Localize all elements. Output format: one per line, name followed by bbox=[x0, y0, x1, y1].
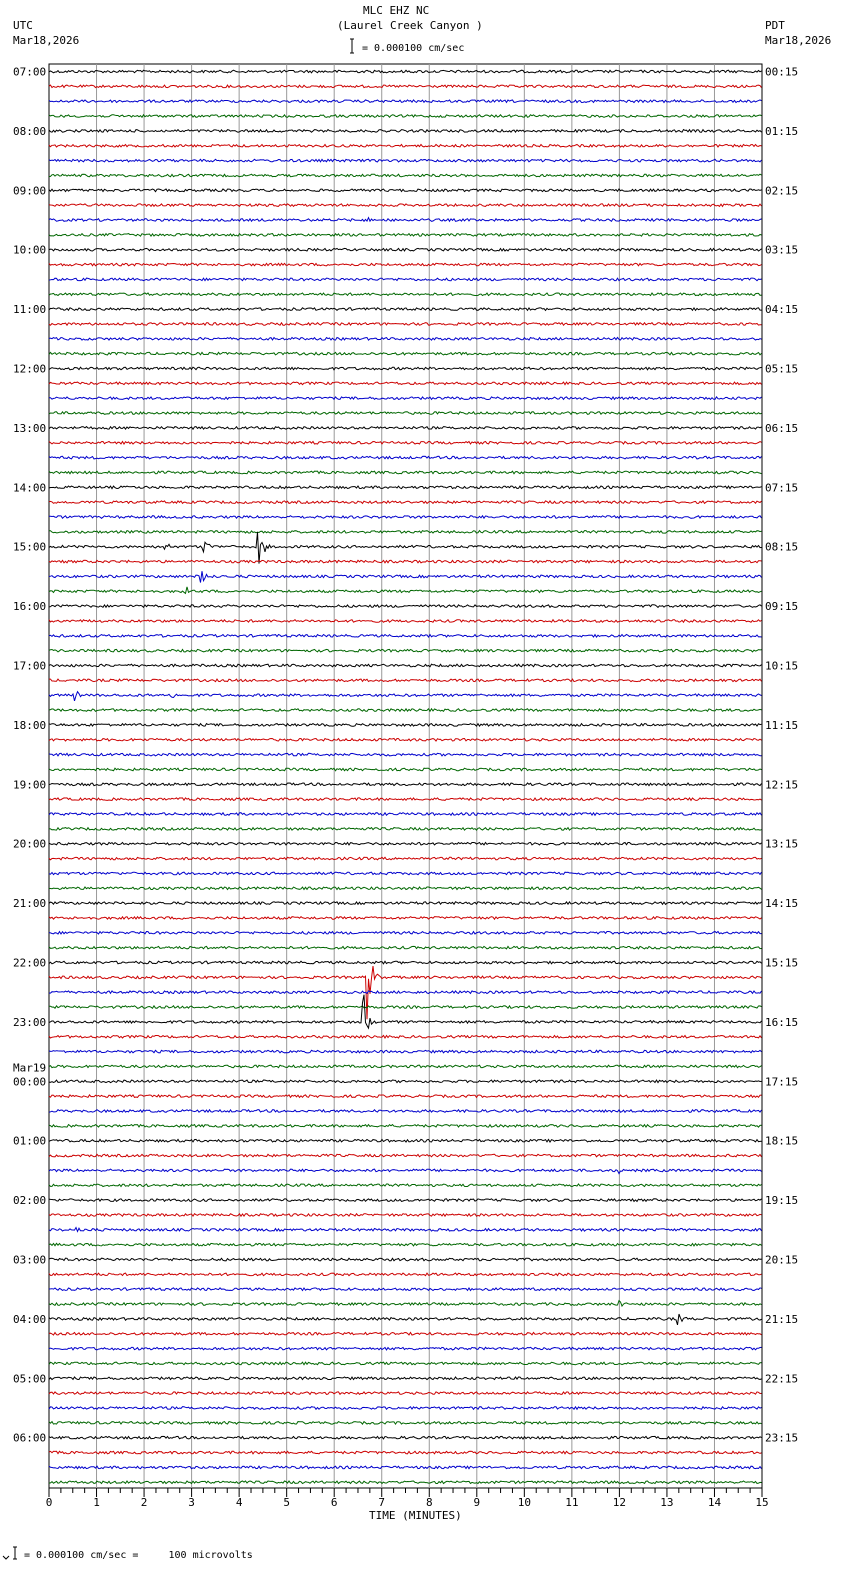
trace-line bbox=[49, 293, 762, 296]
trace-line bbox=[49, 635, 762, 638]
utc-hour-label: 00:00 bbox=[13, 1075, 47, 1089]
trace-line bbox=[49, 115, 762, 118]
trace-line bbox=[49, 174, 762, 177]
trace-line bbox=[49, 338, 762, 341]
trace-line bbox=[49, 679, 762, 682]
pdt-hour-label: 15:15 bbox=[765, 956, 799, 970]
utc-hour-label: 07:00 bbox=[13, 65, 47, 79]
utc-hour-label: 14:00 bbox=[13, 481, 47, 495]
x-tick-label: 14 bbox=[707, 1496, 722, 1509]
pdt-hour-label: 18:15 bbox=[765, 1134, 799, 1148]
trace-line bbox=[49, 783, 762, 786]
pdt-hour-label: 07:15 bbox=[765, 481, 799, 495]
trace-line bbox=[49, 263, 762, 266]
pdt-hour-label: 05:15 bbox=[765, 362, 799, 376]
right-timezone: PDT bbox=[765, 19, 785, 32]
trace-line bbox=[49, 1125, 762, 1128]
utc-hour-label: 04:00 bbox=[13, 1312, 47, 1326]
trace-line bbox=[49, 768, 762, 771]
x-tick-label: 4 bbox=[235, 1496, 243, 1509]
trace-line bbox=[49, 189, 762, 192]
utc-hour-label: 08:00 bbox=[13, 124, 47, 138]
x-tick-label: 3 bbox=[188, 1496, 195, 1509]
utc-hour-label: 21:00 bbox=[13, 897, 47, 911]
trace-line bbox=[49, 1273, 762, 1276]
pdt-hour-label: 10:15 bbox=[765, 659, 799, 673]
trace-line bbox=[49, 605, 762, 608]
pdt-hour-label: 06:15 bbox=[765, 421, 799, 435]
trace-line bbox=[49, 1301, 762, 1307]
utc-hour-label: 17:00 bbox=[13, 659, 47, 673]
trace-line bbox=[49, 1169, 762, 1174]
trace-line bbox=[49, 204, 762, 207]
trace-line bbox=[49, 531, 762, 534]
pdt-hour-label: 17:15 bbox=[765, 1075, 799, 1089]
trace-line bbox=[49, 813, 762, 816]
trace-line bbox=[49, 516, 762, 519]
trace-line bbox=[49, 367, 762, 370]
utc-hour-label: 23:00 bbox=[13, 1015, 47, 1029]
trace-line bbox=[49, 1436, 762, 1439]
trace-line bbox=[49, 412, 762, 415]
pdt-hour-label: 08:15 bbox=[765, 540, 799, 554]
trace-line bbox=[49, 1095, 762, 1098]
pdt-hour-label: 04:15 bbox=[765, 303, 799, 317]
utc-hour-label: 02:00 bbox=[13, 1194, 47, 1208]
utc-hour-label: 13:00 bbox=[13, 421, 47, 435]
trace-line bbox=[49, 159, 762, 162]
trace-line bbox=[49, 1228, 762, 1232]
trace-line bbox=[49, 352, 762, 355]
trace-line bbox=[49, 1258, 762, 1261]
date-change-label: Mar19 bbox=[13, 1061, 47, 1075]
utc-hour-label: 18:00 bbox=[13, 718, 47, 732]
trace-line bbox=[49, 1139, 762, 1142]
trace-line bbox=[49, 218, 762, 222]
x-tick-label: 9 bbox=[473, 1496, 481, 1509]
x-tick-label: 6 bbox=[330, 1496, 338, 1509]
pdt-hour-label: 01:15 bbox=[765, 124, 799, 138]
scale-label: = 0.000100 cm/sec bbox=[362, 43, 465, 54]
trace-line bbox=[49, 842, 762, 845]
x-axis-title: TIME (MINUTES) bbox=[369, 1509, 462, 1522]
trace-line bbox=[49, 991, 762, 994]
trace-line bbox=[49, 1006, 762, 1009]
pdt-hour-label: 14:15 bbox=[765, 897, 799, 911]
trace-line bbox=[49, 946, 762, 949]
x-tick-label: 11 bbox=[565, 1496, 579, 1509]
utc-hour-label: 06:00 bbox=[13, 1431, 47, 1445]
utc-hour-label: 19:00 bbox=[13, 778, 47, 792]
trace-line bbox=[49, 620, 762, 623]
trace-line bbox=[49, 234, 762, 237]
trace-line bbox=[49, 724, 762, 727]
trace-line bbox=[49, 739, 762, 742]
trace-line bbox=[49, 308, 762, 311]
trace-line bbox=[49, 85, 762, 88]
trace-line bbox=[49, 753, 762, 756]
left-date: Mar18,2026 bbox=[13, 34, 80, 47]
x-tick-label: 15 bbox=[755, 1496, 769, 1509]
trace-line bbox=[49, 1333, 762, 1336]
x-tick-label: 12 bbox=[612, 1496, 627, 1509]
trace-line bbox=[49, 887, 762, 890]
trace-line bbox=[49, 486, 762, 489]
footer-marker-icon bbox=[3, 1556, 9, 1559]
trace-line bbox=[49, 917, 762, 920]
pdt-hour-label: 20:15 bbox=[765, 1253, 799, 1267]
trace-line bbox=[49, 248, 762, 251]
footer-scale-note: = 0.000100 cm/sec = 100 microvolts bbox=[24, 1550, 253, 1561]
trace-line bbox=[49, 828, 762, 831]
utc-hour-label: 15:00 bbox=[13, 540, 47, 554]
trace-line bbox=[49, 709, 762, 712]
utc-hour-label: 16:00 bbox=[13, 600, 47, 614]
utc-hour-label: 10:00 bbox=[13, 243, 47, 257]
trace-line bbox=[49, 995, 762, 1028]
trace-line bbox=[49, 872, 762, 875]
pdt-hour-label: 19:15 bbox=[765, 1194, 799, 1208]
trace-line bbox=[49, 323, 762, 326]
right-date: Mar18,2026 bbox=[765, 34, 832, 47]
trace-line bbox=[49, 442, 762, 445]
trace-line bbox=[49, 902, 762, 905]
trace-line bbox=[49, 961, 762, 964]
trace-line bbox=[49, 1199, 762, 1202]
trace-line bbox=[49, 1214, 762, 1217]
x-tick-label: 0 bbox=[45, 1496, 53, 1509]
trace-line bbox=[49, 1362, 762, 1365]
trace-line bbox=[49, 382, 762, 385]
pdt-hour-label: 21:15 bbox=[765, 1312, 799, 1326]
trace-line bbox=[49, 1481, 762, 1484]
utc-hour-label: 20:00 bbox=[13, 837, 47, 851]
utc-hour-label: 03:00 bbox=[13, 1253, 47, 1267]
trace-line bbox=[49, 130, 762, 133]
station-title: MLC EHZ NC bbox=[363, 4, 430, 17]
trace-line bbox=[49, 1377, 762, 1380]
pdt-hour-label: 12:15 bbox=[765, 778, 799, 792]
utc-hour-label: 05:00 bbox=[13, 1372, 47, 1386]
x-tick-label: 2 bbox=[140, 1496, 148, 1509]
trace-line bbox=[49, 692, 762, 701]
x-tick-label: 1 bbox=[93, 1496, 100, 1509]
trace-line bbox=[49, 1314, 762, 1325]
pdt-hour-label: 11:15 bbox=[765, 718, 799, 732]
pdt-hour-label: 23:15 bbox=[765, 1431, 799, 1445]
utc-hour-label: 22:00 bbox=[13, 956, 47, 970]
pdt-hour-label: 13:15 bbox=[765, 837, 799, 851]
left-timezone: UTC bbox=[13, 19, 33, 32]
trace-line bbox=[49, 1110, 762, 1113]
trace-line bbox=[49, 1080, 762, 1083]
trace-line bbox=[49, 1392, 762, 1395]
trace-line bbox=[49, 532, 762, 564]
trace-line bbox=[49, 1407, 762, 1410]
trace-line bbox=[49, 1288, 762, 1291]
pdt-hour-label: 16:15 bbox=[765, 1015, 799, 1029]
trace-line bbox=[49, 471, 762, 474]
x-tick-label: 10 bbox=[517, 1496, 531, 1509]
trace-line bbox=[49, 1466, 762, 1469]
trace-line bbox=[49, 571, 762, 582]
trace-line bbox=[49, 1184, 762, 1187]
trace-line bbox=[49, 560, 762, 563]
trace-line bbox=[49, 1451, 762, 1454]
trace-line bbox=[49, 932, 762, 935]
pdt-hour-label: 22:15 bbox=[765, 1372, 799, 1386]
trace-line bbox=[49, 427, 762, 430]
trace-line bbox=[49, 1347, 762, 1350]
x-tick-label: 8 bbox=[425, 1496, 433, 1509]
trace-line bbox=[49, 501, 762, 504]
x-tick-label: 13 bbox=[660, 1496, 674, 1509]
trace-line bbox=[49, 278, 762, 281]
trace-line bbox=[49, 100, 762, 103]
pdt-hour-label: 03:15 bbox=[765, 243, 799, 257]
trace-line bbox=[49, 145, 762, 148]
trace-line bbox=[49, 1243, 762, 1246]
pdt-hour-label: 02:15 bbox=[765, 184, 799, 198]
utc-hour-label: 01:00 bbox=[13, 1134, 47, 1148]
trace-line bbox=[49, 587, 762, 594]
trace-line bbox=[49, 1422, 762, 1425]
trace-line bbox=[49, 1050, 762, 1053]
x-tick-label: 5 bbox=[283, 1496, 290, 1509]
utc-hour-label: 09:00 bbox=[13, 184, 47, 198]
trace-line bbox=[49, 456, 762, 459]
trace-line bbox=[49, 649, 762, 652]
pdt-hour-label: 00:15 bbox=[765, 65, 799, 79]
trace-line bbox=[49, 1065, 762, 1068]
x-tick-label: 7 bbox=[378, 1496, 386, 1509]
trace-line bbox=[49, 397, 762, 400]
trace-line bbox=[49, 664, 762, 667]
station-location: (Laurel Creek Canyon ) bbox=[337, 19, 483, 32]
trace-line bbox=[49, 70, 762, 73]
trace-line bbox=[49, 1036, 762, 1039]
utc-hour-label: 12:00 bbox=[13, 362, 47, 376]
pdt-hour-label: 09:15 bbox=[765, 600, 799, 614]
utc-hour-label: 11:00 bbox=[13, 303, 47, 317]
trace-line bbox=[49, 798, 762, 801]
trace-line bbox=[49, 1154, 762, 1157]
trace-line bbox=[49, 857, 762, 860]
